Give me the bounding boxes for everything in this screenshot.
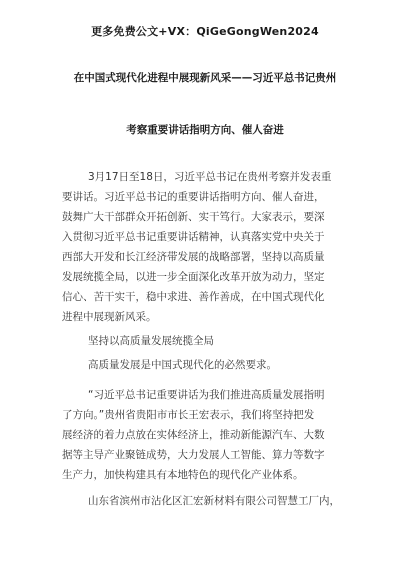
- body-line: 据等主导产业聚链成势，大力发展人工智能、算力等数字: [62, 449, 325, 461]
- document-title-line-1: 在中国式现代化进程中展现新风采——习近平总书记贵州: [73, 72, 337, 84]
- body-line: 进程中展现新风采。: [62, 311, 157, 323]
- body-line: “习近平总书记重要讲话为我们推进高质量发展指明: [88, 389, 325, 401]
- body-line: 发展统揽全局，以进一步全面深化改革开放为动力，坚定: [62, 271, 325, 283]
- body-line: 生产力，加快构建具有本地特色的现代化产业体系。: [62, 469, 304, 481]
- body-line: 山东省滨州市沾化区汇宏新材料有限公司智慧工厂内，: [88, 495, 340, 507]
- body-line: 了方向。”贵州省贵阳市市长王宏表示，我们将坚持把发: [62, 409, 315, 421]
- body-line: 西部大开发和长江经济带发展的战略部署，坚持以高质量: [62, 251, 325, 263]
- body-line: 要讲话。习近平总书记的重要讲话指明方向、催人奋进，: [62, 191, 325, 203]
- body-line: 入贯彻习近平总书记重要讲话精神，认真落实党中央关于: [62, 231, 325, 243]
- watermark-header: 更多免费公文+VX：QiGeGongWen2024: [91, 25, 319, 38]
- body-line: 高质量发展是中国式现代化的必然要求。: [88, 359, 277, 371]
- body-line: 信心、苦干实干，稳中求进、善作善成，在中国式现代化: [62, 291, 325, 303]
- body-line: 展经济的着力点放在实体经济上，推动新能源汽车、大数: [62, 429, 325, 441]
- section-heading: 坚持以高质量发展统揽全局: [88, 335, 214, 347]
- body-line: 鼓舞广大干部群众开拓创新、实干笃行。大家表示，要深: [62, 211, 325, 223]
- body-line: 3月17日至18日，习近平总书记在贵州考察并发表重: [88, 171, 332, 183]
- document-title-line-2: 考察重要讲话指明方向、催人奋进: [126, 124, 284, 136]
